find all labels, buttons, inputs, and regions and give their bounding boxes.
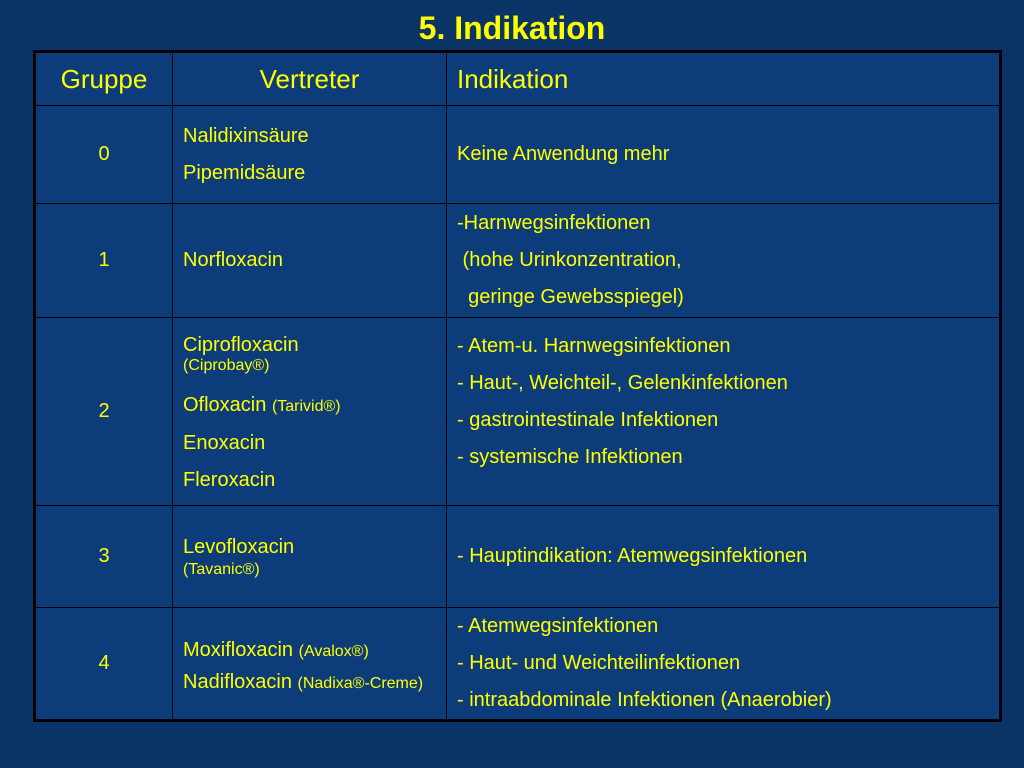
vertreter-name: Enoxacin (183, 431, 266, 454)
indikation-line: Keine Anwendung mehr (457, 143, 670, 165)
vertreter-name: Norfloxacin (183, 249, 284, 271)
header-vertreter: Vertreter (173, 52, 447, 106)
vertreter-brand: (Ciprobay®) (183, 356, 270, 374)
table-row (35, 608, 1001, 721)
indikation-line: - gastrointestinale Infektionen (457, 409, 719, 431)
cell-gruppe: 3 (35, 506, 173, 608)
cell-gruppe: 2 (35, 318, 173, 506)
vertreter-brand: (Nadixa®-Creme) (297, 674, 424, 692)
vertreter-name: Ciprofloxacin (183, 333, 299, 356)
vertreter-entry (183, 387, 436, 425)
vertreter-entry (183, 670, 436, 696)
vertreter-brand: (Avalox®) (298, 642, 369, 660)
indikation-line: - Haut-, Weichteil-, Gelenkinfektionen (457, 372, 788, 394)
indikation-line: - Hauptindikation: Atemwegsinfektionen (457, 545, 808, 567)
table-row (35, 204, 1001, 318)
vertreter-name: Nadifloxacin (183, 670, 292, 693)
table-row (35, 506, 1001, 608)
indikation-line: (hohe Urinkonzentration, (457, 249, 682, 271)
vertreter-brand: (Tarivid®) (271, 397, 341, 415)
cell-indikation (447, 318, 1001, 506)
cell-indikation (447, 204, 1001, 318)
indikation-line: - systemische Infektionen (457, 446, 683, 468)
indication-table (33, 50, 1002, 722)
cell-indikation (447, 106, 1001, 204)
vertreter-name: Moxifloxacin (183, 638, 294, 661)
indikation-line: - intraabdominale Infektionen (Anaerobier) (457, 689, 832, 711)
vertreter-brand: (Tavanic®) (183, 560, 260, 578)
vertreter-entry (183, 632, 436, 670)
cell-gruppe: 4 (35, 608, 173, 721)
table-header-row (35, 52, 1001, 106)
header-gruppe: Gruppe (35, 52, 173, 106)
cell-indikation (447, 506, 1001, 608)
indikation-line: - Haut- und Weichteilinfektionen (457, 652, 741, 674)
indikation-line: - Atemwegsinfektionen (457, 615, 659, 637)
indikation-line: -Harnwegsinfektionen (457, 212, 651, 234)
vertreter-name: Ofloxacin (183, 393, 267, 416)
cell-gruppe: 0 (35, 106, 173, 204)
vertreter-name: Fleroxacin (183, 468, 276, 491)
vertreter-name: Pipemidsäure (183, 161, 306, 184)
header-indikation: Indikation (447, 52, 1001, 106)
cell-vertreter (173, 318, 447, 506)
indikation-line: geringe Gewebsspiegel) (457, 286, 684, 308)
vertreter-name: Levofloxacin (183, 535, 295, 558)
vertreter-name: Nalidixinsäure (183, 124, 309, 147)
slide-title: 5. Indikation (418, 10, 606, 46)
cell-vertreter (173, 204, 447, 318)
indikation-line: - Atem-u. Harnwegsinfektionen (457, 335, 731, 357)
cell-indikation (447, 608, 1001, 721)
cell-vertreter (173, 106, 447, 204)
cell-vertreter (173, 506, 447, 608)
table-row (35, 106, 1001, 204)
table-row (35, 318, 1001, 506)
cell-vertreter (173, 608, 447, 721)
cell-gruppe: 1 (35, 204, 173, 318)
